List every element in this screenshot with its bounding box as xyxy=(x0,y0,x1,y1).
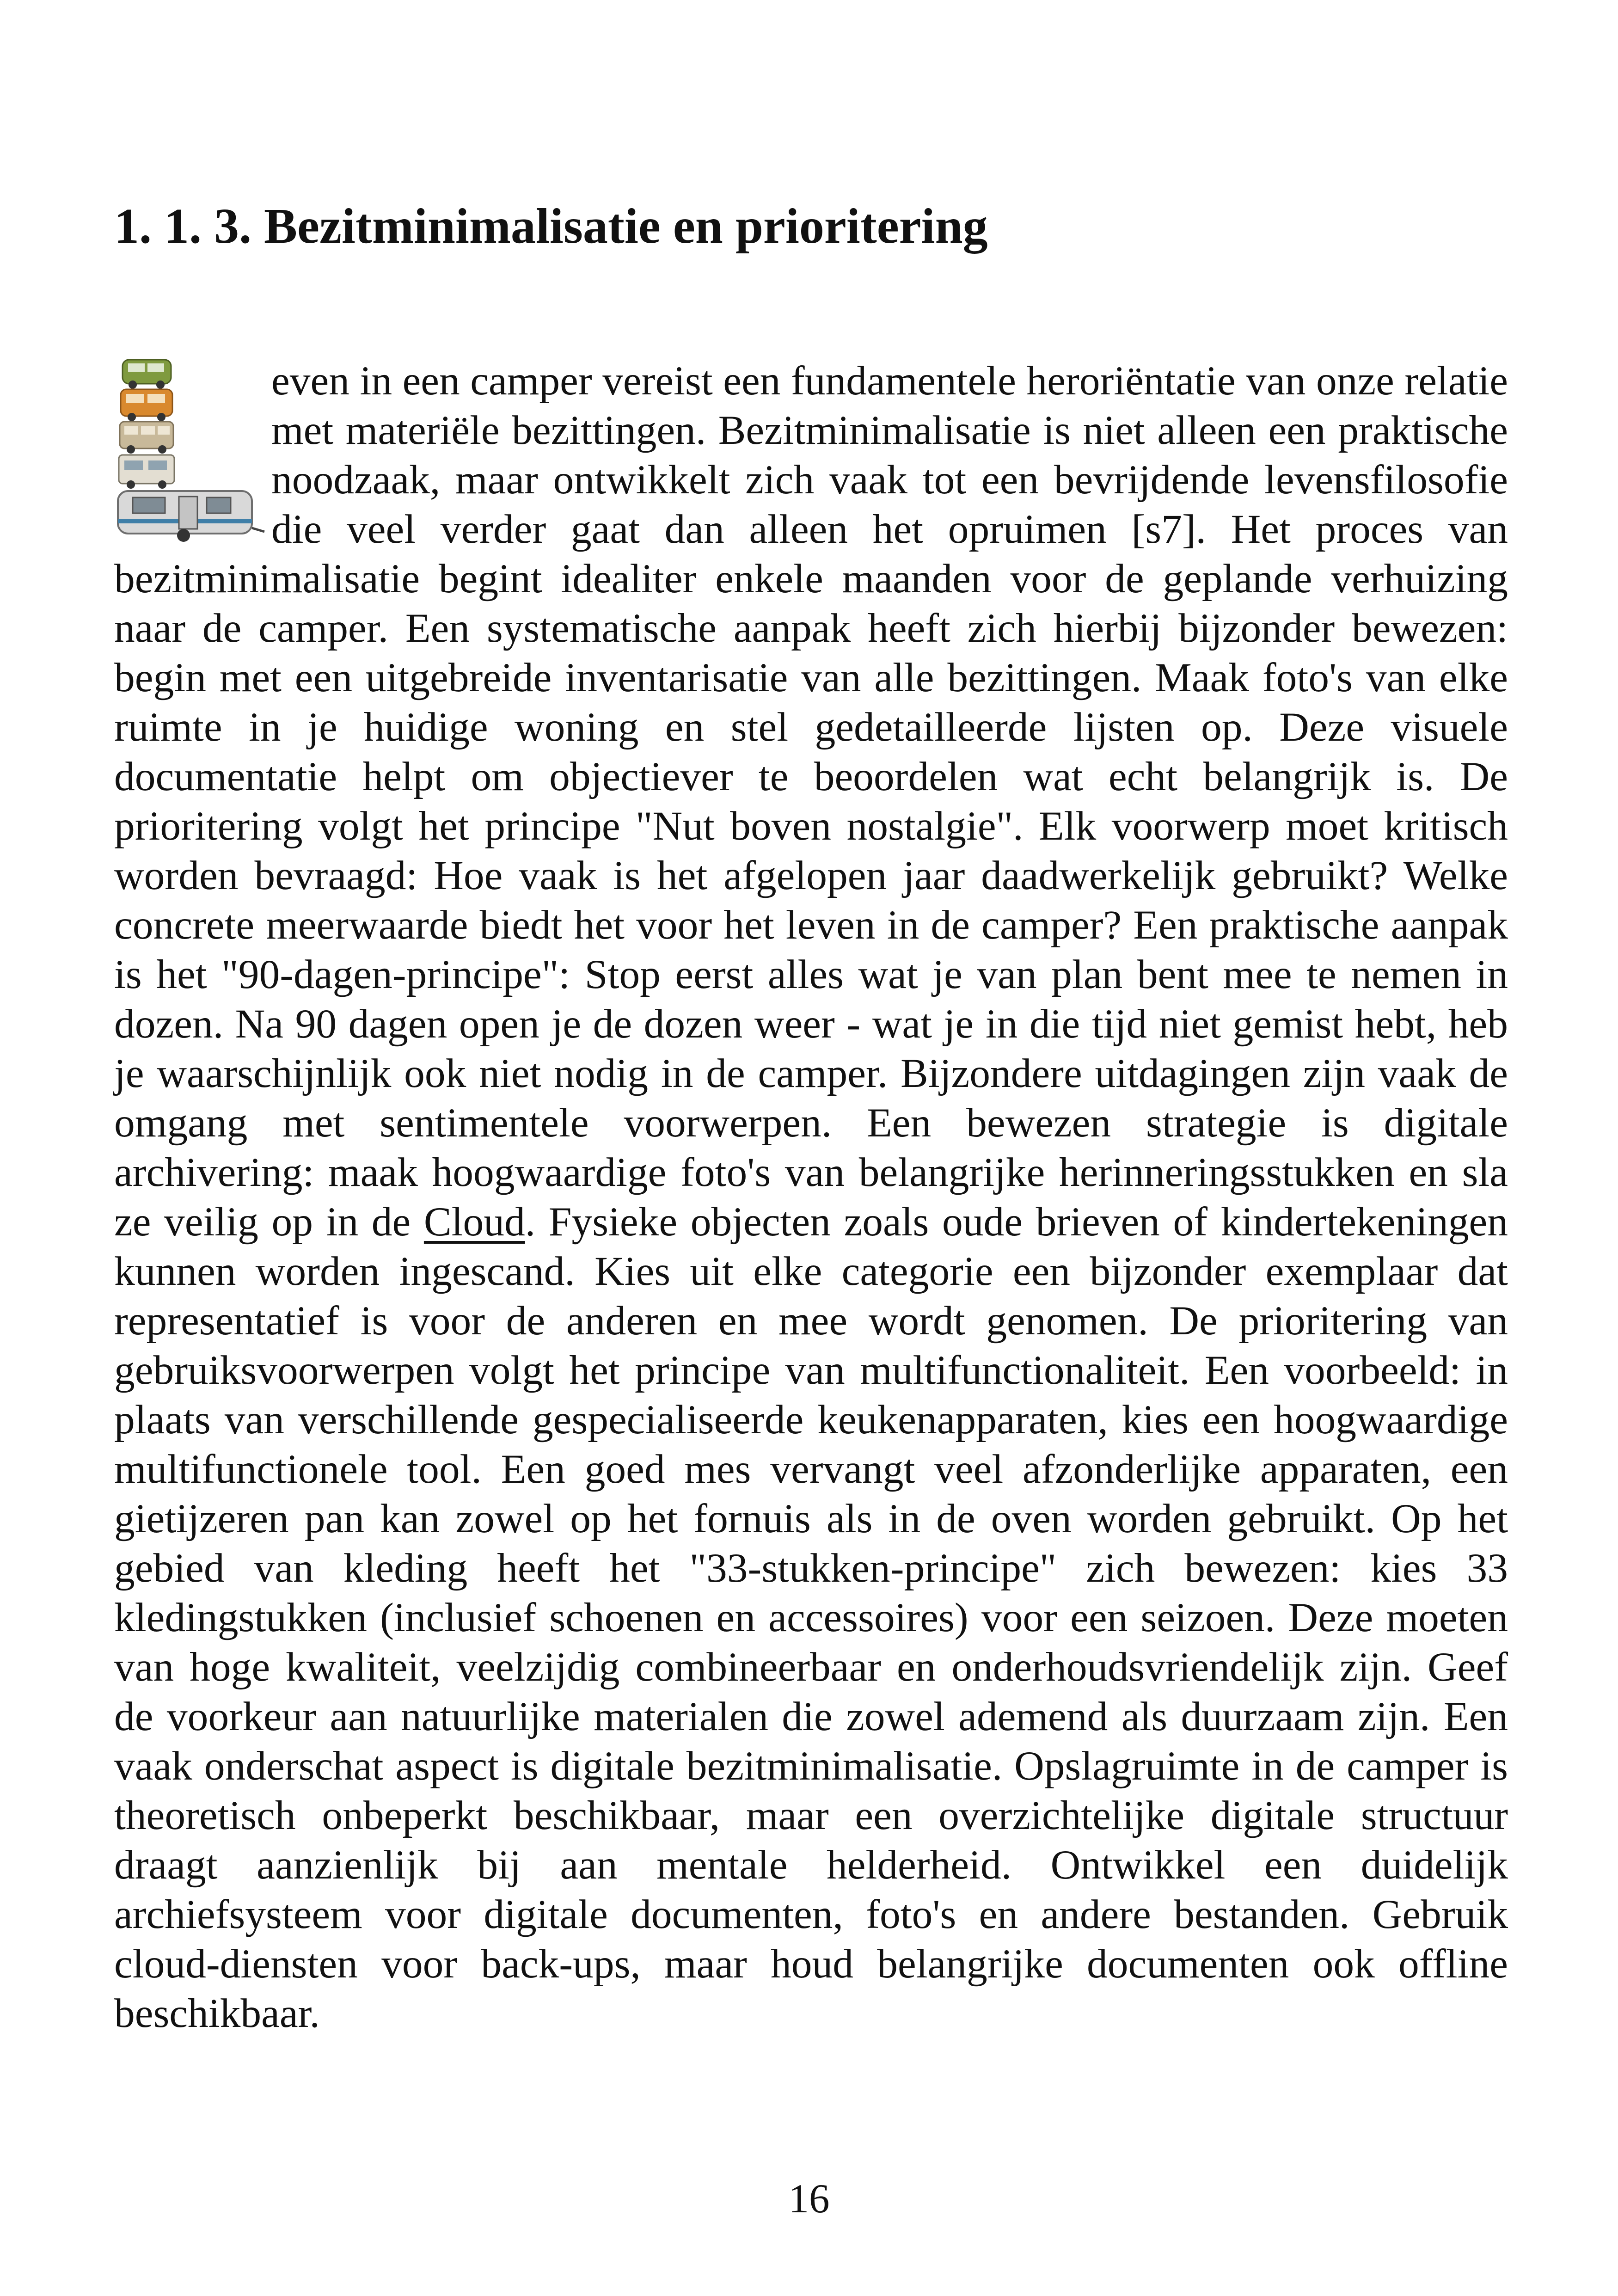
page-number: 16 xyxy=(788,2176,830,2222)
stacked-campers-icon xyxy=(114,356,267,546)
article-body xyxy=(114,356,1508,2038)
dropcap-campers-icon xyxy=(114,356,271,550)
paragraph-text-part-1: even in een camper vereist een fundamentele heroriëntatie van onze relatie met materiële bezittingen. Bezitminimalisatie is niet alleen een praktische noodzaak, maar ontwikkelt zich vaak tot een bevrijdende levensfilosofie die veel verder gaat dan alleen het opruimen [s7]. Het proces van bezitminimalisatie begint idealiter enkele maanden voor de geplande verhuizing naar de camper. Een systematische aanpak heeft zich hierbij bijzonder bewezen: begin met een uitgebreide inventarisatie van alle bezittingen. Maak foto's van elke ruimte in je huidige woning en stel gedetailleerde lijsten op. Deze visuele documentatie helpt om objectiever te beoordelen wat echt belangrijk is. De prioritering volgt het principe "Nut boven nostalgie". Elk voorwerp moet kritisch worden bevraagd: Hoe vaak is het afgelopen jaar daadwerkelijk gebruikt? Welke concrete meerwaarde biedt het voor het leven in de camper? Een praktische aanpak is het "90-dagen-principe": Stop eerst alles wat je van plan bent mee te nemen in dozen. Na 90 dagen open je de dozen weer - wat je in die tijd niet gemist hebt, heb je waarschijnlijk ook niet nodig in de camper. Bijzondere uitdagingen zijn vaak de omgang met sentimentele voorwerpen. Een bewezen strategie is digitale archivering: maak hoogwaardige foto's van belangrijke herinneringsstukken en sla ze veilig op in de xyxy=(114,358,1508,1245)
paragraph-text-part-2: . Fysieke objecten zoals oude brieven of kindertekeningen kunnen worden ingescand. Kies uit elke categorie een bijzonder exemplaar dat representatief is voor de anderen en mee wordt genomen. De prioritering van gebruiksvoorwerpen volgt het principe van multifunctionaliteit. Een voorbeeld: in plaats van verschillende gespecialiseerde keukenapparaten, kies een hoogwaardige multifunctionele tool. Een goed mes vervangt veel afzonderlijke apparaten, een gietijzeren pan kan zowel op het fornuis als in de oven worden gebruikt. Op het gebied van kleding heeft het "33-stukken-principe" zich bewezen: kies 33 kledingstukken (inclusief schoenen en accessoires) voor een seizoen. Deze moeten van hoge kwaliteit, veelzijdig combineerbaar en onderhoudsvriendelijk zijn. Geef de voorkeur aan natuurlijke materialen die zowel ademend als duurzaam zijn. Een vaak onderschat aspect is digitale bezitminimalisatie. Opslagruimte in de camper is theoretisch onbeperkt beschikbaar, maar een overzichtelijke digitale structuur draagt aanzienlijk bij aan mentale helderheid. Ontwikkel een duidelijk archiefsysteem voor digitale documenten, foto's en andere bestanden. Gebruik cloud-diensten voor back-ups, maar houd belangrijke documenten ook offline beschikbaar. xyxy=(114,1199,1508,2036)
cloud-link[interactable]: Cloud xyxy=(423,1199,525,1245)
section-heading: 1. 1. 3. Bezitminimalisatie en prioritering xyxy=(114,199,988,254)
